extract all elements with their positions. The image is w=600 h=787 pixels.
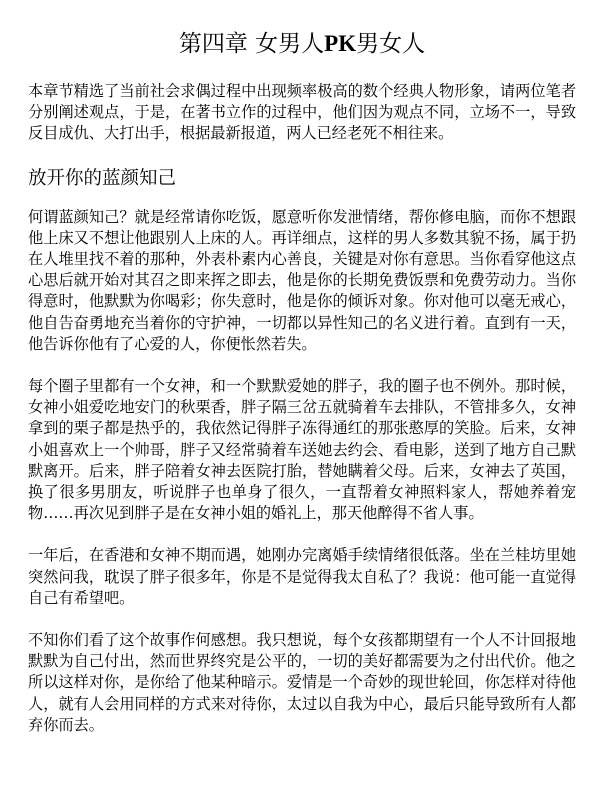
chapter-title [28,30,576,58]
chapter-title-prefix: 第四章 女男人 [178,31,325,57]
chapter-title-suffix: 男女人 [356,31,426,57]
document-page [28,0,576,736]
body-paragraph-1: 何谓蓝颜知己？就是经常请你吃饭，愿意听你发泄情绪，帮你修电脑，而你不想跟他上床又不想让他跟别人上床的人。再详细点，这样的男人多数其貌不扬，属于扔在人堆里找不着的那种，外表朴素内心善良，关键是对你有意思。当你看穿他这点心思后就开始对其召之即来挥之即去，他是你的长期免费饭票和免费劳动力。当你得意时，他默默为你喝彩；你失意时，他是你的倾诉对象。你对他可以毫无戒心，他自告奋勇地充当着你的守护神，一切都以异性知己的名义进行着。直到有一天，他告诉你他有了心爱的人，你便怅然若失。 [28,207,576,353]
body-paragraph-4: 不知你们看了这个故事作何感想。我只想说，每个女孩都期望有一个人不计回报地默默为自己付出，然而世界终究是公平的，一切的美好都需要为之付出代价。他之所以这样对你，是你给了他某种暗示。爱情是一个奇妙的现世轮回，你怎样对待他人，就有人会用同样的方式来对待你，太过以自我为中心，最后只能导致所有人都弃你而去。 [28,631,576,734]
body-paragraph-2: 每个圈子里都有一个女神，和一个默默爱她的胖子，我的圈子也不例外。那时候，女神小姐爱吃地安门的秋栗香，胖子隔三岔五就骑着车去排队，不管排多久，女神拿到的栗子都是热乎的，我依然记得胖子冻得通红的那张憨厚的笑脸。后来，女神小姐喜欢上一个帅哥，胖子又经常骑着车送她去约会、看电影，送到了地方自己默默离开。后来，胖子陪着女神去医院打胎，替她瞒着父母。后来，女神去了英国，换了很多男朋友，听说胖子也单身了很久，一直帮着女神照料家人，帮她养着宠物……再次见到胖子是在女神小姐的婚礼上，那天他醉得不省人事。 [28,377,576,523]
body-paragraph-3: 一年后，在香港和女神不期而遇，她刚办完离婚手续情绪很低落。坐在兰桂坊里她突然问我，耽误了胖子很多年，你是不是觉得我太自私了？我说：他可能一直觉得自己有希望吧。 [28,546,576,607]
section-title: 放开你的蓝颜知己 [28,167,177,189]
chapter-title-bold: PK [324,31,357,56]
chapter-intro: 本章节精选了当前社会求偶过程中出现频率极高的数个经典人物形象，请两位笔者分别阐述观点，于是，在著书立作的过程中，他们因为观点不同，立场不一，导致反目成仇、大打出手，根据最新报道，两人已经老死不相往来。 [28,82,576,143]
